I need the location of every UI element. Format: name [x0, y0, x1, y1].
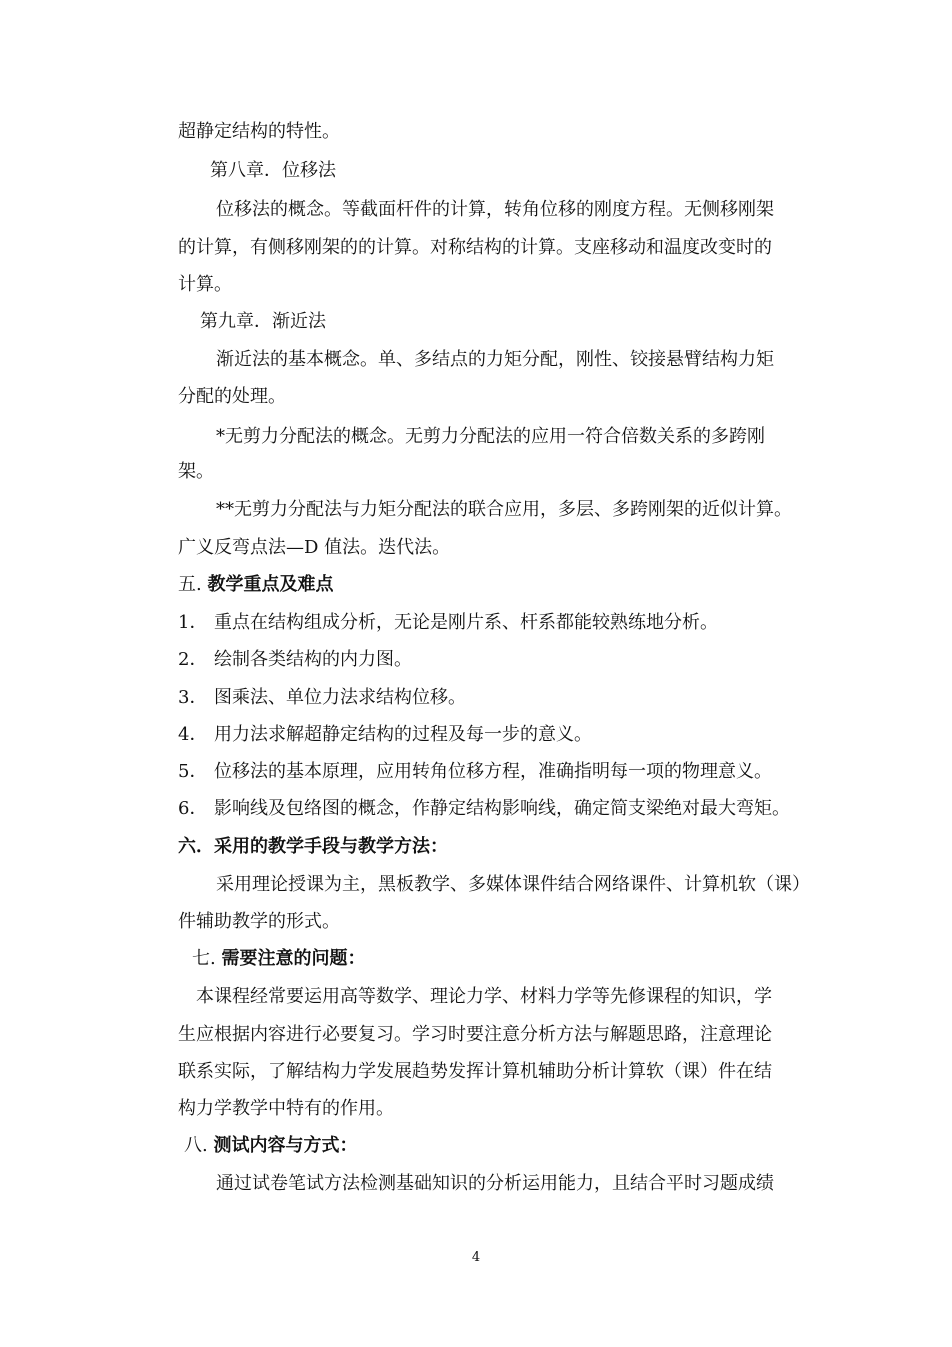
paragraph-line: 广义反弯点法—D 值法。迭代法。: [178, 537, 451, 558]
list-item-text: 影响线及包络图的概念，作静定结构影响线，确定简支梁绝对最大弯矩。: [214, 798, 790, 819]
list-item-number: 3．: [178, 687, 208, 708]
list-item: [178, 797, 808, 821]
paragraph-line: 超静定结构的特性。: [178, 121, 340, 142]
chapter-8-heading: 第八章．位移法: [210, 160, 336, 181]
paragraph-line: 通过试卷笔试方法检测基础知识的分析运用能力，且结合平时习题成绩: [216, 1173, 774, 1194]
section-5-title: 教学重点及难点: [207, 574, 334, 595]
list-item: [178, 686, 808, 710]
list-item-text: 绘制各类结构的内力图。: [214, 649, 412, 670]
list-item: [178, 723, 808, 747]
section-8-heading: [184, 1134, 814, 1158]
paragraph-line: 渐近法的基本概念。单、多结点的力矩分配，刚性、铰接悬臂结构力矩: [216, 349, 774, 370]
paragraph-line: 采用理论授课为主，黑板教学、多媒体课件结合网络课件、计算机软（课）: [216, 874, 810, 895]
list-item-number: 5．: [178, 761, 208, 782]
paragraph-line: 计算。: [178, 274, 232, 295]
section-7-number: 七.: [192, 948, 216, 969]
paragraph-line: 分配的处理。: [178, 386, 286, 407]
section-5-number: 五.: [178, 574, 202, 595]
section-5-heading: [178, 573, 808, 597]
list-item-text: 图乘法、单位力法求结构位移。: [214, 687, 466, 708]
list-item-number: 4．: [178, 724, 208, 745]
section-8-number: 八.: [184, 1135, 208, 1156]
paragraph-line: **无剪力分配法与力矩分配法的联合应用，多层、多跨刚架的近似计算。: [216, 499, 792, 520]
paragraph-line: 联系实际，了解结构力学发展趋势发挥计算机辅助分析计算软（课）件在结: [178, 1061, 772, 1082]
chapter-9-heading: 第九章．渐近法: [200, 311, 326, 332]
list-item-number: 2．: [178, 649, 208, 670]
paragraph-line: *无剪力分配法的概念。无剪力分配法的应用一符合倍数关系的多跨刚: [216, 426, 765, 447]
section-8-title: 测试内容与方式：: [213, 1135, 358, 1156]
paragraph-line: 生应根据内容进行必要复习。学习时要注意分析方法与解题思路，注意理论: [178, 1024, 772, 1045]
list-item: [178, 648, 808, 672]
section-7-heading: [192, 947, 822, 971]
list-item-text: 用力法求解超静定结构的过程及每一步的意义。: [214, 724, 592, 745]
list-item-number: 1．: [178, 612, 208, 633]
section-7-title: 需要注意的问题：: [221, 948, 366, 969]
list-item-text: 重点在结构组成分析，无论是刚片系、杆系都能较熟练地分析。: [214, 612, 718, 633]
paragraph-line: 件辅助教学的形式。: [178, 911, 340, 932]
list-item-text: 位移法的基本原理，应用转角位移方程，准确指明每一项的物理意义。: [214, 761, 772, 782]
list-item-number: 6．: [178, 798, 208, 819]
list-item: [178, 611, 808, 635]
list-item: [178, 760, 808, 784]
paragraph-line: 构力学教学中特有的作用。: [178, 1098, 394, 1119]
paragraph-line: 架。: [178, 461, 214, 482]
paragraph-line: 位移法的概念。等截面杆件的计算，转角位移的刚度方程。无侧移刚架: [216, 199, 774, 220]
page-number: 4: [471, 1250, 481, 1265]
paragraph-line: 本课程经常要运用高等数学、理论力学、材料力学等先修课程的知识，学: [196, 986, 772, 1007]
paragraph-line: 的计算，有侧移刚架的的计算。对称结构的计算。支座移动和温度改变时的: [178, 237, 772, 258]
section-6-heading: 六．采用的教学手段与教学方法：: [178, 836, 448, 857]
